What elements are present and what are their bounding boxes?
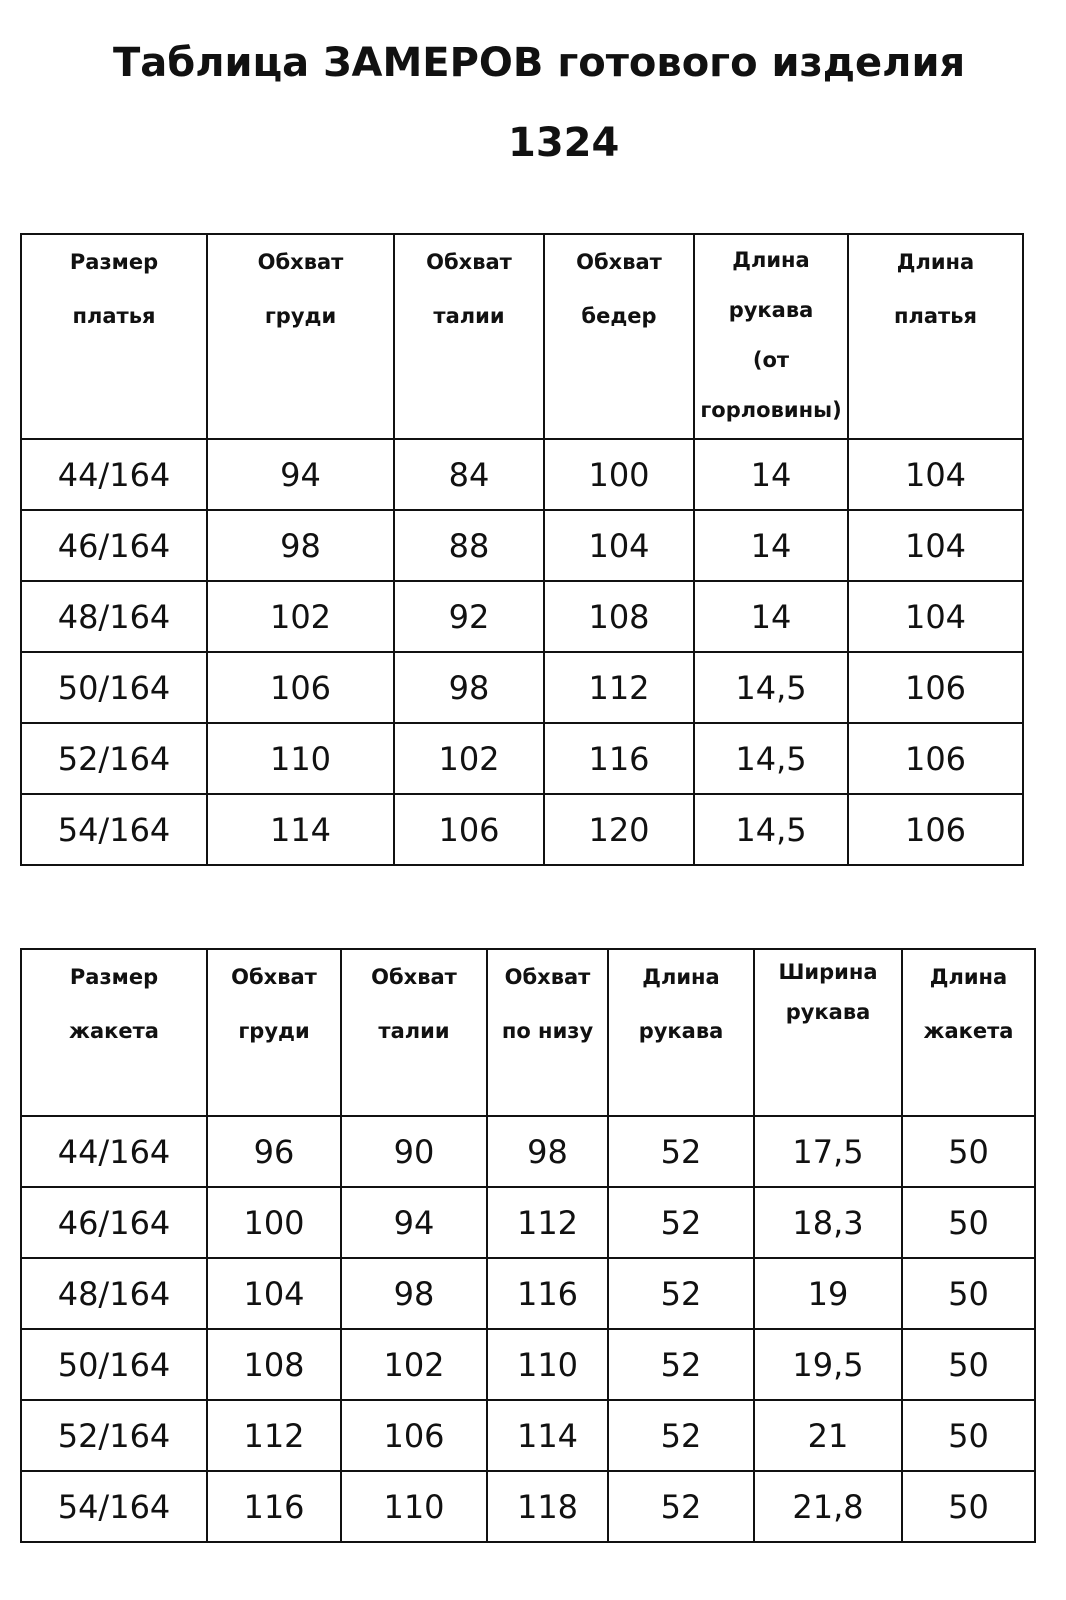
sleeve-length-cell: 52 [608, 1471, 754, 1542]
table-row [21, 1471, 1035, 1542]
waist-cell: 106 [341, 1400, 487, 1471]
sleeve-width-cell: 21 [754, 1400, 902, 1471]
jacket-length-cell: 50 [902, 1116, 1035, 1187]
jacket-header-sleeve-width: Ширина рукава [754, 949, 902, 1116]
jacket-length-cell: 50 [902, 1187, 1035, 1258]
waist-cell: 98 [341, 1258, 487, 1329]
jacket-length-cell: 50 [902, 1329, 1035, 1400]
sleeve-width-cell: 17,5 [754, 1116, 902, 1187]
size-cell: 46/164 [21, 510, 207, 581]
size-cell: 54/164 [21, 1471, 207, 1542]
sleeve-length-cell: 14 [694, 510, 848, 581]
sleeve-width-cell: 19,5 [754, 1329, 902, 1400]
dress-table-body [21, 439, 1023, 865]
sleeve-length-cell: 14 [694, 439, 848, 510]
table-row [21, 439, 1023, 510]
sleeve-width-cell: 21,8 [754, 1471, 902, 1542]
model-number: 1324 [508, 120, 620, 166]
size-cell: 52/164 [21, 723, 207, 794]
sleeve-length-cell: 52 [608, 1400, 754, 1471]
sleeve-length-cell: 52 [608, 1329, 754, 1400]
size-cell: 52/164 [21, 1400, 207, 1471]
dress-header-sleeve-length: Длина рукава (от горловины) [694, 234, 848, 439]
jacket-header-hem: Обхват по низу [487, 949, 608, 1116]
chest-cell: 98 [207, 510, 394, 581]
sleeve-length-cell: 52 [608, 1116, 754, 1187]
dress-header-size: Размер платья [21, 234, 207, 439]
dress-header-dress-length: Длина платья [848, 234, 1023, 439]
chest-cell: 100 [207, 1187, 341, 1258]
waist-cell: 106 [394, 794, 544, 865]
waist-cell: 102 [394, 723, 544, 794]
table-row [21, 652, 1023, 723]
jacket-header-sleeve-length: Длина рукава [608, 949, 754, 1116]
sleeve-length-cell: 52 [608, 1187, 754, 1258]
hips-cell: 104 [544, 510, 694, 581]
dress-length-cell: 106 [848, 652, 1023, 723]
jacket-length-cell: 50 [902, 1471, 1035, 1542]
hips-cell: 108 [544, 581, 694, 652]
page-title: Таблица ЗАМЕРОВ готового изделия [113, 40, 966, 86]
hem-cell: 112 [487, 1187, 608, 1258]
hem-cell: 116 [487, 1258, 608, 1329]
dress-table-header-row [21, 234, 1023, 439]
hem-cell: 98 [487, 1116, 608, 1187]
size-cell: 48/164 [21, 581, 207, 652]
table-row [21, 581, 1023, 652]
sleeve-length-cell: 14 [694, 581, 848, 652]
dress-length-cell: 104 [848, 581, 1023, 652]
chest-cell: 106 [207, 652, 394, 723]
dress-length-cell: 106 [848, 794, 1023, 865]
table-row [21, 1258, 1035, 1329]
hem-cell: 114 [487, 1400, 608, 1471]
sleeve-length-cell: 52 [608, 1258, 754, 1329]
waist-cell: 90 [341, 1116, 487, 1187]
jacket-table-header-row [21, 949, 1035, 1116]
sleeve-width-cell: 18,3 [754, 1187, 902, 1258]
table-row [21, 1400, 1035, 1471]
dress-length-cell: 106 [848, 723, 1023, 794]
jacket-header-size: Размер жакета [21, 949, 207, 1116]
sleeve-width-cell: 19 [754, 1258, 902, 1329]
sleeve-length-cell: 14,5 [694, 652, 848, 723]
table-row [21, 510, 1023, 581]
waist-cell: 94 [341, 1187, 487, 1258]
waist-cell: 92 [394, 581, 544, 652]
table-row [21, 1187, 1035, 1258]
hem-cell: 118 [487, 1471, 608, 1542]
chest-cell: 104 [207, 1258, 341, 1329]
size-cell: 48/164 [21, 1258, 207, 1329]
waist-cell: 102 [341, 1329, 487, 1400]
chest-cell: 102 [207, 581, 394, 652]
table-row [21, 794, 1023, 865]
dress-measurements-table [20, 233, 1024, 866]
chest-cell: 108 [207, 1329, 341, 1400]
size-cell: 50/164 [21, 1329, 207, 1400]
dress-header-waist: Обхват талии [394, 234, 544, 439]
waist-cell: 98 [394, 652, 544, 723]
chest-cell: 112 [207, 1400, 341, 1471]
jacket-header-chest: Обхват груди [207, 949, 341, 1116]
waist-cell: 110 [341, 1471, 487, 1542]
jacket-length-cell: 50 [902, 1400, 1035, 1471]
chest-cell: 114 [207, 794, 394, 865]
size-cell: 54/164 [21, 794, 207, 865]
hips-cell: 116 [544, 723, 694, 794]
chest-cell: 96 [207, 1116, 341, 1187]
chest-cell: 116 [207, 1471, 341, 1542]
table-row [21, 1116, 1035, 1187]
hips-cell: 100 [544, 439, 694, 510]
table-row [21, 723, 1023, 794]
size-cell: 46/164 [21, 1187, 207, 1258]
jacket-length-cell: 50 [902, 1258, 1035, 1329]
size-cell: 44/164 [21, 1116, 207, 1187]
sleeve-length-cell: 14,5 [694, 794, 848, 865]
table-row [21, 1329, 1035, 1400]
dress-length-cell: 104 [848, 510, 1023, 581]
hips-cell: 120 [544, 794, 694, 865]
hips-cell: 112 [544, 652, 694, 723]
dress-header-chest: Обхват груди [207, 234, 394, 439]
jacket-header-waist: Обхват талии [341, 949, 487, 1116]
waist-cell: 88 [394, 510, 544, 581]
dress-header-hips: Обхват бедер [544, 234, 694, 439]
jacket-table-body [21, 1116, 1035, 1542]
dress-length-cell: 104 [848, 439, 1023, 510]
chest-cell: 110 [207, 723, 394, 794]
size-cell: 50/164 [21, 652, 207, 723]
waist-cell: 84 [394, 439, 544, 510]
size-cell: 44/164 [21, 439, 207, 510]
jacket-header-jacket-length: Длина жакета [902, 949, 1035, 1116]
hem-cell: 110 [487, 1329, 608, 1400]
jacket-measurements-table [20, 948, 1036, 1543]
sleeve-length-cell: 14,5 [694, 723, 848, 794]
chest-cell: 94 [207, 439, 394, 510]
